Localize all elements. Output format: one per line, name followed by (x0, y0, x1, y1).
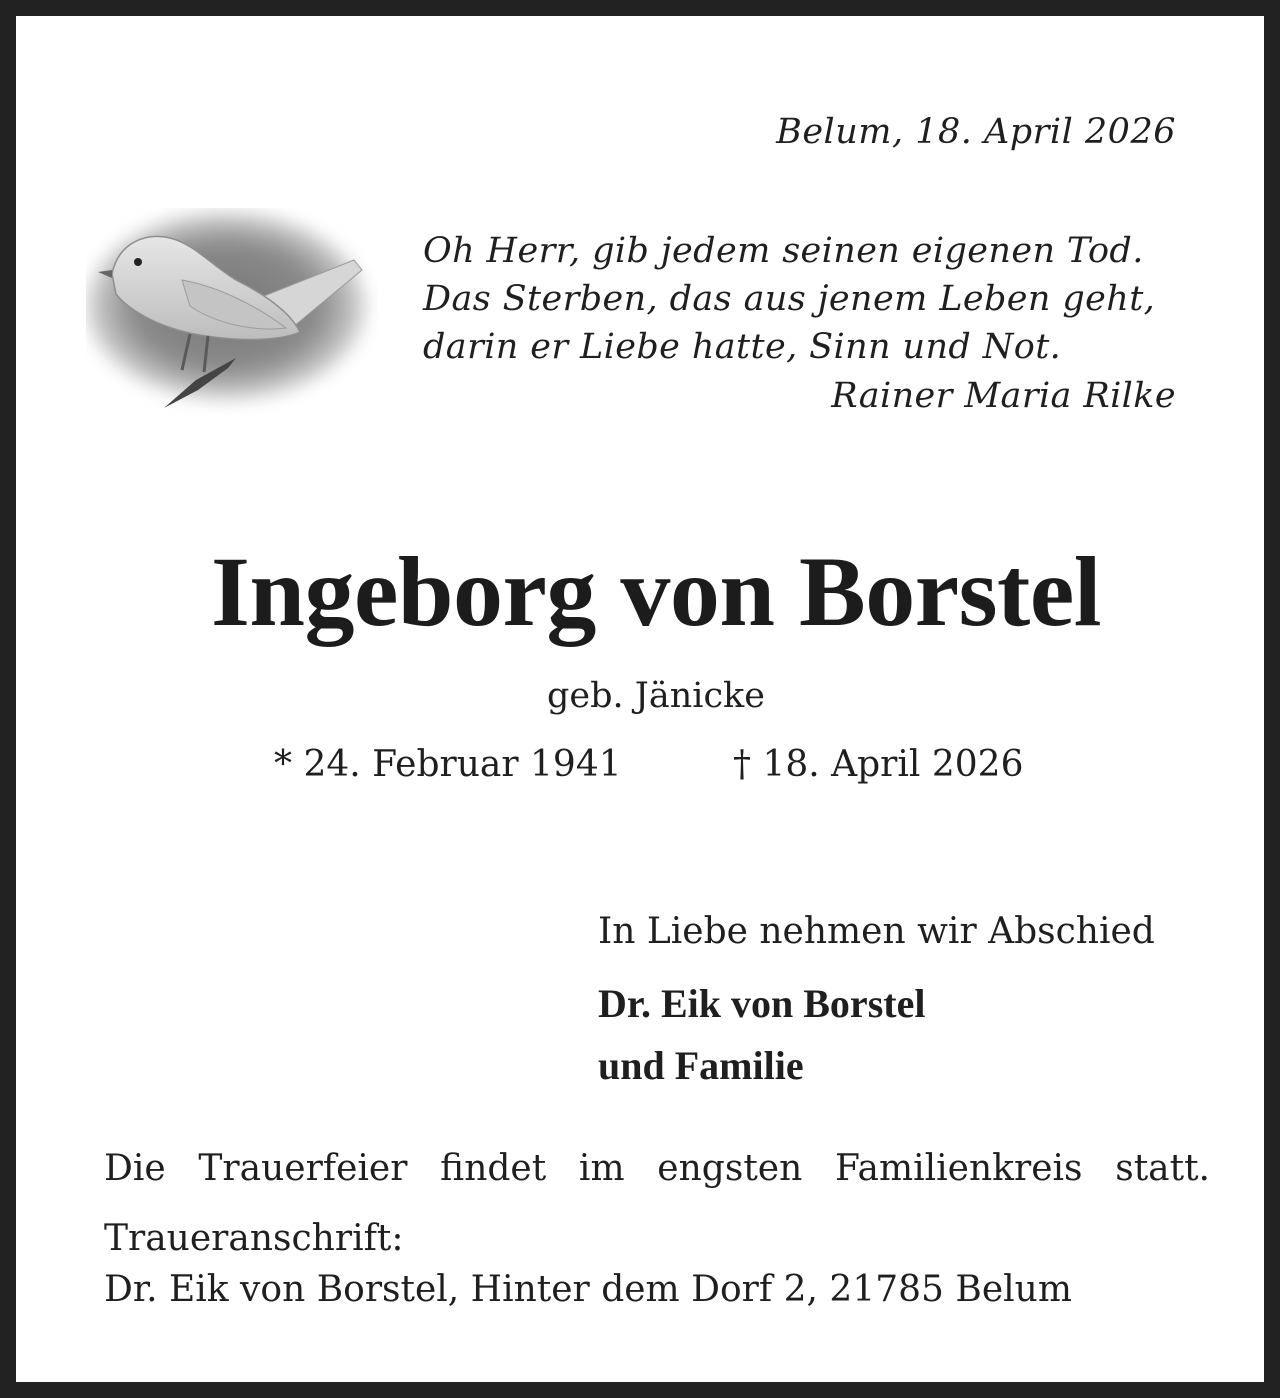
deceased-name: Ingeborg von Borstel (211, 536, 1101, 647)
death-date: † 18. April 2026 (733, 744, 1024, 785)
poem-line-1: Oh Herr, gib jedem seinen eigenen Tod. (423, 231, 1144, 271)
mourning-address: Dr. Eik von Borstel, Hinter dem Dorf 2, 21785 Belum (104, 1269, 1072, 1310)
farewell-text: In Liebe nehmen wir Abschied (598, 911, 1155, 952)
mourner-signature-line-1: Dr. Eik von Borstel (598, 981, 926, 1026)
mourner-signature-line-2: und Familie (598, 1043, 804, 1088)
poem-author: Rainer Maria Rilke (831, 376, 1176, 416)
address-label: Traueranschrift: (104, 1218, 404, 1259)
ceremony-note: Die Trauerfeier findet im engsten Familienkreis statt. (104, 1148, 1210, 1189)
robin-bird-icon (86, 208, 378, 416)
place-date: Belum, 18. April 2026 (776, 112, 1176, 152)
maiden-name: geb. Jänicke (547, 676, 765, 716)
poem-line-3: darin er Liebe hatte, Sinn und Not. (423, 327, 1062, 367)
poem-quote (423, 227, 1155, 371)
birth-date: * 24. Februar 1941 (274, 744, 622, 785)
poem-line-2: Das Sterben, das aus jenem Leben geht, (423, 279, 1156, 319)
